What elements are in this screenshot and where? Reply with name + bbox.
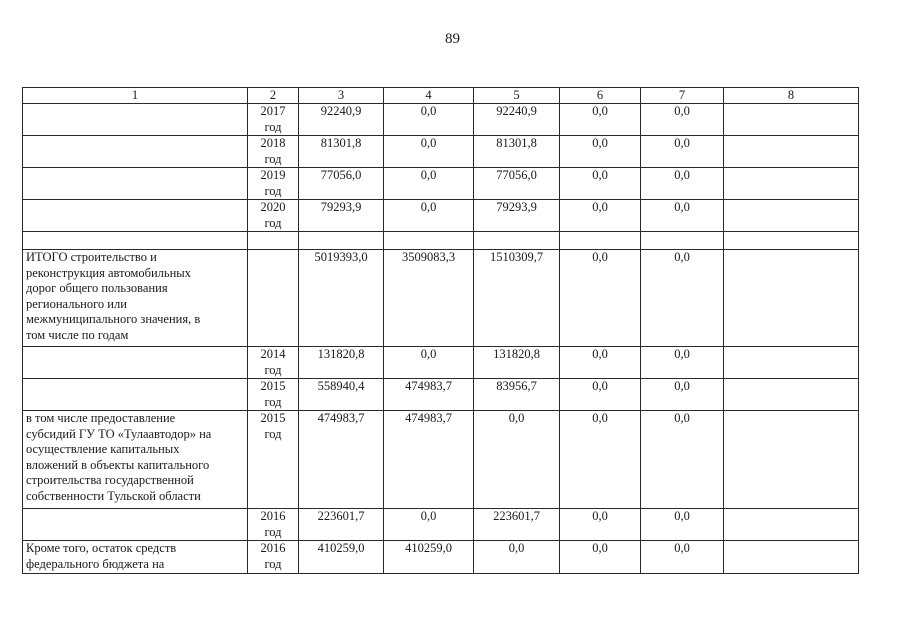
amount-cell-c5: 92240,9	[474, 104, 560, 136]
table-row	[23, 509, 859, 541]
amount-cell-c5: 131820,8	[474, 347, 560, 379]
amount-cell-c6: 0,0	[560, 250, 641, 347]
amount-cell-c5: 0,0	[474, 541, 560, 574]
cell-line: Кроме того, остаток средств	[26, 541, 177, 555]
amount-cell-c3: 81301,8	[299, 136, 384, 168]
amount-cell-c5	[474, 232, 560, 250]
cell-line: 2014	[260, 347, 286, 361]
amount-cell-c3: 131820,8	[299, 347, 384, 379]
notes-cell	[724, 541, 859, 574]
table-body	[23, 88, 859, 574]
column-header: 7	[641, 88, 724, 104]
amount-cell-c5: 223601,7	[474, 509, 560, 541]
cell-line: год	[264, 215, 282, 230]
notes-cell	[724, 347, 859, 379]
cell-line: год	[264, 183, 282, 198]
amount-cell-c6: 0,0	[560, 200, 641, 232]
year-cell	[248, 232, 299, 250]
amount-cell-c6: 0,0	[560, 104, 641, 136]
cell-line: год	[264, 151, 282, 166]
amount-cell-c7: 0,0	[641, 379, 724, 411]
cell-line: регионального или	[26, 296, 127, 311]
column-header: 5	[474, 88, 560, 104]
table-row	[23, 200, 859, 232]
table-row	[23, 250, 859, 347]
cell-line: год	[264, 119, 282, 134]
amount-cell-c3: 79293,9	[299, 200, 384, 232]
amount-cell-c4: 0,0	[384, 104, 474, 136]
notes-cell	[724, 379, 859, 411]
table-row	[23, 411, 859, 509]
description-cell	[23, 250, 248, 347]
amount-cell-c5: 83956,7	[474, 379, 560, 411]
amount-cell-c6: 0,0	[560, 379, 641, 411]
amount-cell-c4: 474983,7	[384, 379, 474, 411]
cell-line: 2015	[260, 379, 286, 393]
table-row	[23, 347, 859, 379]
notes-cell	[724, 104, 859, 136]
cell-line: том числе по годам	[26, 327, 129, 342]
year-cell	[248, 347, 299, 379]
amount-cell-c4: 0,0	[384, 347, 474, 379]
description-cell	[23, 411, 248, 509]
page-number: 89	[445, 31, 460, 47]
amount-cell-c3: 474983,7	[299, 411, 384, 509]
budget-table	[22, 87, 859, 574]
cell-line: дорог общего пользования	[26, 281, 168, 295]
amount-cell-c7: 0,0	[641, 347, 724, 379]
column-header: 6	[560, 88, 641, 104]
column-header: 4	[384, 88, 474, 104]
amount-cell-c6: 0,0	[560, 509, 641, 541]
description-cell	[23, 168, 248, 200]
cell-line: 2018	[260, 136, 286, 150]
cell-line: год	[264, 556, 282, 571]
description-cell	[23, 541, 248, 574]
column-header: 8	[724, 88, 859, 104]
amount-cell-c4	[384, 232, 474, 250]
amount-cell-c5: 81301,8	[474, 136, 560, 168]
amount-cell-c6: 0,0	[560, 168, 641, 200]
column-number-row	[23, 88, 859, 104]
amount-cell-c3: 558940,4	[299, 379, 384, 411]
amount-cell-c6: 0,0	[560, 411, 641, 509]
description-cell	[23, 200, 248, 232]
column-header: 1	[23, 88, 248, 104]
amount-cell-c4: 0,0	[384, 136, 474, 168]
amount-cell-c5: 77056,0	[474, 168, 560, 200]
cell-line: год	[264, 394, 282, 409]
year-cell	[248, 168, 299, 200]
amount-cell-c3: 410259,0	[299, 541, 384, 574]
amount-cell-c7: 0,0	[641, 168, 724, 200]
notes-cell	[724, 168, 859, 200]
amount-cell-c4: 3509083,3	[384, 250, 474, 347]
amount-cell-c6: 0,0	[560, 541, 641, 574]
description-cell	[23, 104, 248, 136]
description-cell	[23, 232, 248, 250]
amount-cell-c7: 0,0	[641, 411, 724, 509]
amount-cell-c6: 0,0	[560, 347, 641, 379]
amount-cell-c3: 92240,9	[299, 104, 384, 136]
year-cell	[248, 509, 299, 541]
amount-cell-c7: 0,0	[641, 136, 724, 168]
cell-line: федерального бюджета на	[26, 556, 165, 571]
cell-line: вложений в объекты капитального	[26, 457, 210, 472]
notes-cell	[724, 232, 859, 250]
table-row	[23, 379, 859, 411]
amount-cell-c5: 0,0	[474, 411, 560, 509]
table-row	[23, 136, 859, 168]
year-cell	[248, 411, 299, 509]
description-cell	[23, 347, 248, 379]
notes-cell	[724, 509, 859, 541]
amount-cell-c4: 0,0	[384, 200, 474, 232]
table-row	[23, 104, 859, 136]
cell-line: 2015	[260, 411, 286, 425]
amount-cell-c7: 0,0	[641, 104, 724, 136]
cell-line: собственности Тульской области	[26, 488, 201, 503]
year-cell	[248, 104, 299, 136]
amount-cell-c6	[560, 232, 641, 250]
cell-line: 2020	[260, 200, 286, 214]
year-cell	[248, 379, 299, 411]
cell-line: 2017	[260, 104, 286, 118]
description-cell	[23, 136, 248, 168]
table-row	[23, 232, 859, 250]
year-cell	[248, 136, 299, 168]
amount-cell-c7: 0,0	[641, 200, 724, 232]
amount-cell-c4: 0,0	[384, 168, 474, 200]
column-header: 2	[248, 88, 299, 104]
amount-cell-c3: 5019393,0	[299, 250, 384, 347]
description-cell	[23, 509, 248, 541]
notes-cell	[724, 200, 859, 232]
cell-line: год	[264, 426, 282, 441]
year-cell	[248, 250, 299, 347]
year-cell	[248, 541, 299, 574]
column-header: 3	[299, 88, 384, 104]
amount-cell-c4: 474983,7	[384, 411, 474, 509]
amount-cell-c7: 0,0	[641, 541, 724, 574]
cell-line: субсидий ГУ ТО «Тулаавтодор» на	[26, 426, 212, 441]
cell-line: ИТОГО строительство и	[26, 250, 157, 264]
cell-line: осуществление капитальных	[26, 442, 180, 456]
amount-cell-c3	[299, 232, 384, 250]
amount-cell-c6: 0,0	[560, 136, 641, 168]
table-row	[23, 541, 859, 574]
amount-cell-c3: 223601,7	[299, 509, 384, 541]
notes-cell	[724, 411, 859, 509]
amount-cell-c5: 1510309,7	[474, 250, 560, 347]
notes-cell	[724, 136, 859, 168]
notes-cell	[724, 250, 859, 347]
amount-cell-c7: 0,0	[641, 250, 724, 347]
cell-line: 2016	[260, 541, 286, 555]
amount-cell-c4: 410259,0	[384, 541, 474, 574]
amount-cell-c5: 79293,9	[474, 200, 560, 232]
cell-line: реконструкция автомобильных	[26, 265, 191, 280]
description-cell	[23, 379, 248, 411]
cell-line: межмуниципального значения, в	[26, 312, 201, 326]
amount-cell-c4: 0,0	[384, 509, 474, 541]
cell-line: 2016	[260, 509, 286, 523]
table-row	[23, 168, 859, 200]
cell-line: год	[264, 524, 282, 539]
amount-cell-c7	[641, 232, 724, 250]
amount-cell-c3: 77056,0	[299, 168, 384, 200]
amount-cell-c7: 0,0	[641, 509, 724, 541]
cell-line: год	[264, 362, 282, 377]
cell-line: строительства государственной	[26, 473, 194, 487]
cell-line: 2019	[260, 168, 286, 182]
year-cell	[248, 200, 299, 232]
cell-line: в том числе предоставление	[26, 411, 176, 425]
